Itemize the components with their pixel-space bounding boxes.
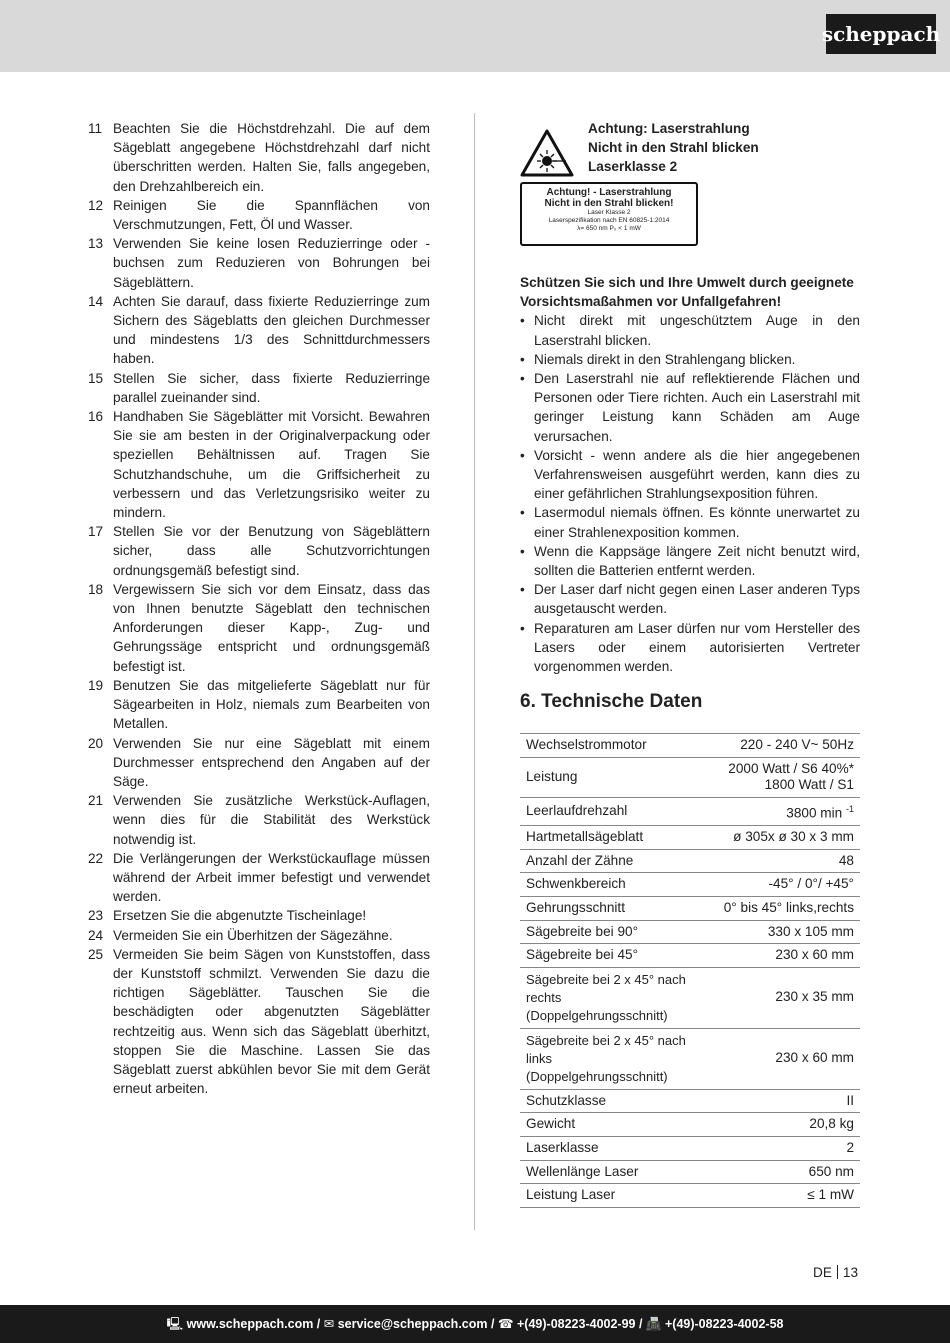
instruction-number: 18 [88,581,104,597]
scheppach-logo: scheppach [826,14,936,54]
spec-row [520,1113,860,1137]
spec-value [702,798,860,826]
instruction-text: Vermeiden Sie ein Überhitzen der Sägezähne. [113,927,393,943]
bullet-item [520,311,860,349]
instruction-text: Stellen Sie sicher, dass fixierte Reduzierringe parallel zueinander sind. [113,370,430,405]
instruction-text: Stellen Sie vor der Benutzung von Sägeblättern sicher, dass alle Schutzvorrichtungen ordnungsgemäß befestigt sind. [113,524,430,578]
spec-row [520,826,860,850]
spec-row [520,1028,860,1089]
bullet-item [520,503,860,541]
instruction-item [88,234,430,292]
instruction-item [88,407,430,522]
footer-phone: +(49)-08223-4002-99 / [517,1317,643,1331]
spec-value-text: 230 x 35 mm [775,989,854,1005]
spec-row [520,757,860,797]
instruction-number: 21 [88,793,104,809]
spec-label: Anzahl der Zähne [520,849,702,873]
page-lang: DE [813,1265,832,1280]
laser-warning-heading [588,119,759,177]
spec-label: Gehrungsschnitt [520,896,702,920]
mail-icon: ✉ [323,1317,335,1331]
bullet-item [520,580,860,618]
instruction-text: Reinigen Sie die Spannflächen von Verschmutzungen, Fett, Öl und Wasser. [113,197,430,233]
bullet-item [520,619,860,677]
page-number-divider [837,1265,838,1279]
instruction-item [88,906,430,925]
instruction-number: 19 [88,677,104,693]
footer-website[interactable]: www.scheppach.com / [186,1317,321,1331]
bullet-dot-icon: • [520,543,525,559]
instruction-number: 14 [88,293,104,309]
instruction-text: Beachten Sie die Höchstdrehzahl. Die auf dem Sägeblatt angegebene Höchstdrehzahl darf nicht überschritten werden. Halten Sie, falls angegeben, den Drehzahlbereich ein. [113,121,430,194]
instruction-text: Achten Sie darauf, dass fixierte Reduzierringe zum Sichern des Sägeblatts den gleichen Durchmesser und mindestens 1/3 des Schnittdurchmessers haben. [113,293,430,367]
spec-row [520,967,860,1028]
bullet-text: Reparaturen am Laser dürfen nur vom Hersteller des Lasers oder einem autorisierten Vertreter vorgenommen werden. [534,620,860,675]
spec-value [702,944,860,968]
spec-row [520,896,860,920]
spec-label: Gewicht [520,1113,702,1137]
spec-value-text: -45° / 0°/ +45° [768,876,854,892]
spec-value [702,826,860,850]
bullet-dot-icon: • [520,313,525,329]
laser-warning [520,119,860,259]
bullet-item [520,446,860,504]
label-subtitle: Nicht in den Strahl blicken! [544,198,674,209]
instruction-text: Ersetzen Sie die abgenutzte Tischeinlage! [113,908,367,924]
page-number [813,1265,858,1280]
spec-label: Wellenlänge Laser [520,1160,702,1184]
spec-row [520,944,860,968]
spec-label: Laserklasse [520,1136,702,1160]
instruction-text: Benutzen Sie das mitgelieferte Sägeblatt nur für Sägearbeiten in Holz, niemals zum Bearbeiten von Metallen. [113,677,430,732]
bullet-text: Lasermodul niemals öffnen. Es könnte unerwartet zu einer Strahlenexposition kommen. [534,505,860,540]
spec-value [702,849,860,873]
bullet-item [520,369,860,446]
spec-label: Wechselstrommotor [520,734,702,758]
spec-value-text: ø 305x ø 30 x 3 mm [733,829,854,845]
instruction-number: 16 [88,409,104,425]
spec-value-text: 230 x 60 mm [775,947,854,963]
safety-instructions-list [88,119,430,1098]
instruction-item [88,292,430,369]
bullet-text: Der Laser darf nicht gegen einen Laser anderen Typs ausgetauscht werden. [534,582,860,617]
bullet-text: Vorsicht - wenn andere als die hier angegebenen Verfahrensweisen ausgeführt werden, kann dies zu einer gefährlichen Strahlungsexposition führen. [534,447,860,502]
spec-label: Sägebreite bei 2 x 45° nach rechts (Doppelgehrungsschnitt) [520,967,702,1028]
spec-row [520,1136,860,1160]
spec-row [520,1089,860,1113]
spec-value-text: ≤ 1 mW [807,1187,854,1203]
spec-row [520,734,860,758]
spec-label: Sägebreite bei 2 x 45° nach links (Doppelgehrungsschnitt) [520,1028,702,1089]
protection-heading: Schützen Sie sich und Ihre Umwelt durch geeignete Vorsichtsmaßahmen vor Unfallgefahren! [520,275,854,310]
bullet-text: Niemals direkt in den Strahlengang blicken. [534,351,796,367]
instruction-item [88,849,430,907]
instruction-number: 24 [88,927,104,943]
spec-label: Sägebreite bei 90° [520,920,702,944]
spec-value-text: 20,8 kg [809,1116,854,1132]
instruction-text: Vergewissern Sie sich vor dem Einsatz, dass das von Ihnen benutzte Sägeblatt den technischen Anforderungen dieser Kapp-, Zug- und Gehrungssäge entspricht und ordnungsgemäß befestigt ist. [113,581,430,674]
bullet-text: Wenn die Kappsäge längere Zeit nicht benutzt wird, sollten die Batterien entfernt werden. [534,543,860,579]
instruction-number: 17 [88,524,104,540]
bullet-dot-icon: • [520,371,525,387]
spec-value-text: 3800 min [786,805,843,821]
spec-label: Schwenkbereich [520,873,702,897]
instruction-number: 20 [88,735,104,751]
instruction-item [88,522,430,580]
bullet-dot-icon: • [520,447,525,463]
spec-value-superscript: -1 [845,804,854,815]
bullet-text: Nicht direkt mit ungeschütztem Auge in den Laserstrahl blicken. [534,313,860,348]
laser-class-label [520,182,698,246]
spec-value-text: II [846,1092,854,1108]
label-values: λ= 650 nm P₀ < 1 mW [577,225,641,232]
spec-value [702,1113,860,1137]
spec-value [702,757,860,797]
spec-value [702,1184,860,1208]
instruction-item [88,119,430,196]
bullet-dot-icon: • [520,351,525,367]
instruction-text: Verwenden Sie zusätzliche Werkstück-Auflagen, wenn dies für die Stabilität des Werkstück notwendig ist. [113,793,430,847]
spec-row [520,873,860,897]
phone-icon: ☎ [497,1317,514,1331]
warning-line: Nicht in den Strahl blicken [588,140,759,156]
spec-value-text: 2000 Watt / S6 40%* [728,760,854,776]
laser-warning-icon [520,129,574,177]
page-number-value: 13 [842,1265,859,1280]
instruction-number: 22 [88,850,104,866]
spec-row [520,849,860,873]
instruction-number: 25 [88,946,104,962]
spec-value-text: 220 - 240 V~ 50Hz [740,737,854,753]
bullet-dot-icon: • [520,505,525,521]
spec-value-text: 330 x 105 mm [767,923,854,939]
spec-label: Leistung [520,757,702,797]
instruction-item [88,926,430,945]
label-title: Achtung! - Laserstrahlung [546,187,672,198]
computer-icon: 🖳 [166,1317,184,1331]
instruction-item [88,580,430,676]
instruction-number: 12 [88,197,104,213]
label-spec: Laserspezifikation nach EN 60825-1:2014 [548,217,670,224]
instruction-item [88,734,430,792]
spec-value [702,967,860,1028]
bullet-dot-icon: • [520,620,525,636]
instruction-item [88,945,430,1099]
spec-value [702,1160,860,1184]
section-title: 6. Technische Daten [520,691,703,713]
spec-value-text: 0° bis 45° links,rechts [723,899,854,915]
spec-row [520,798,860,826]
warning-line: Laserklasse 2 [588,159,678,175]
spec-value [702,896,860,920]
column-divider [474,113,475,1230]
instruction-number: 15 [88,370,104,386]
spec-value [702,734,860,758]
laser-safety-bullets [520,311,860,676]
instruction-text: Verwenden Sie nur eine Sägeblatt mit einem Durchmesser entsprechend den Angaben auf der Säge. [113,735,430,789]
warning-line: Achtung: Laserstrahlung [588,121,750,136]
spec-row [520,920,860,944]
footer-fax: +(49)-08223-4002-58 [664,1317,784,1331]
right-column [520,119,860,1208]
instruction-text: Die Verlängerungen der Werkstückauflage müssen während der Arbeit immer befestigt und verwendet werden. [113,850,430,905]
instruction-text: Verwenden Sie keine losen Reduzierringe oder -buchsen zum Reduzieren von Bohrungen bei Sägeblättern. [113,236,430,290]
technical-data-table [520,733,860,1207]
instruction-number: 11 [88,121,103,136]
instruction-item [88,369,430,407]
spec-row [520,1184,860,1208]
bullet-item [520,350,860,369]
bullet-text: Den Laserstrahl nie auf reflektierende Flächen und Personen oder Tiere richten. Auch ein Laserstrahl mit geringer Leistung kann Schäden am Auge verursachen. [534,371,860,444]
page-header [0,0,950,72]
instruction-text: Vermeiden Sie beim Sägen von Kunststoffen, dass der Kunststoff schmilzt. Verwenden Sie dazu die richtigen Sägeblätter. Tauschen Sie die beschädigten oder abgenutzten Sägeblätter rechtzeitig aus. Wenn sich das Sägeblatt überhitzt, stoppen Sie die Maschine. Lassen Sie das Sägeblatt zuerst abkühlen bevor Sie mit dem Gerät erneut arbeiten. [113,946,430,1097]
instruction-text: Handhaben Sie Sägeblätter mit Vorsicht. Bewahren Sie sie am besten in der Originalverpackung oder speziellen Behältnissen auf. Tragen Sie Schutzhandschuhe, um die Griffsicherheit zu verbessern und das Verletzungsrisiko weiter zu mindern. [113,409,430,521]
spec-value-text: 48 [838,852,854,868]
spec-value-text: 1800 Watt / S1 [764,777,854,793]
spec-label: Leerlaufdrehzahl [520,798,702,826]
spec-label: Sägebreite bei 45° [520,944,702,968]
spec-value [702,1089,860,1113]
spec-value-text: 2 [846,1139,854,1155]
spec-label: Schutzklasse [520,1089,702,1113]
label-class: Laser Klasse 2 [587,209,631,216]
spec-row [520,1160,860,1184]
instruction-item [88,196,430,234]
spec-label: Hartmetallsägeblatt [520,826,702,850]
instruction-number: 23 [88,908,104,924]
fax-icon: 📠 [645,1317,662,1331]
spec-label: Leistung Laser [520,1184,702,1208]
page-footer [0,1305,950,1343]
instruction-item [88,676,430,734]
bullet-dot-icon: • [520,582,525,598]
bullet-item [520,542,860,580]
spec-value-text: 230 x 60 mm [775,1050,854,1066]
spec-value [702,1028,860,1089]
instruction-number: 13 [88,236,104,252]
spec-value [702,873,860,897]
spec-value [702,920,860,944]
spec-value [702,1136,860,1160]
footer-email[interactable]: service@scheppach.com / [337,1317,495,1331]
instruction-item [88,791,430,849]
spec-value-text: 650 nm [808,1163,854,1179]
